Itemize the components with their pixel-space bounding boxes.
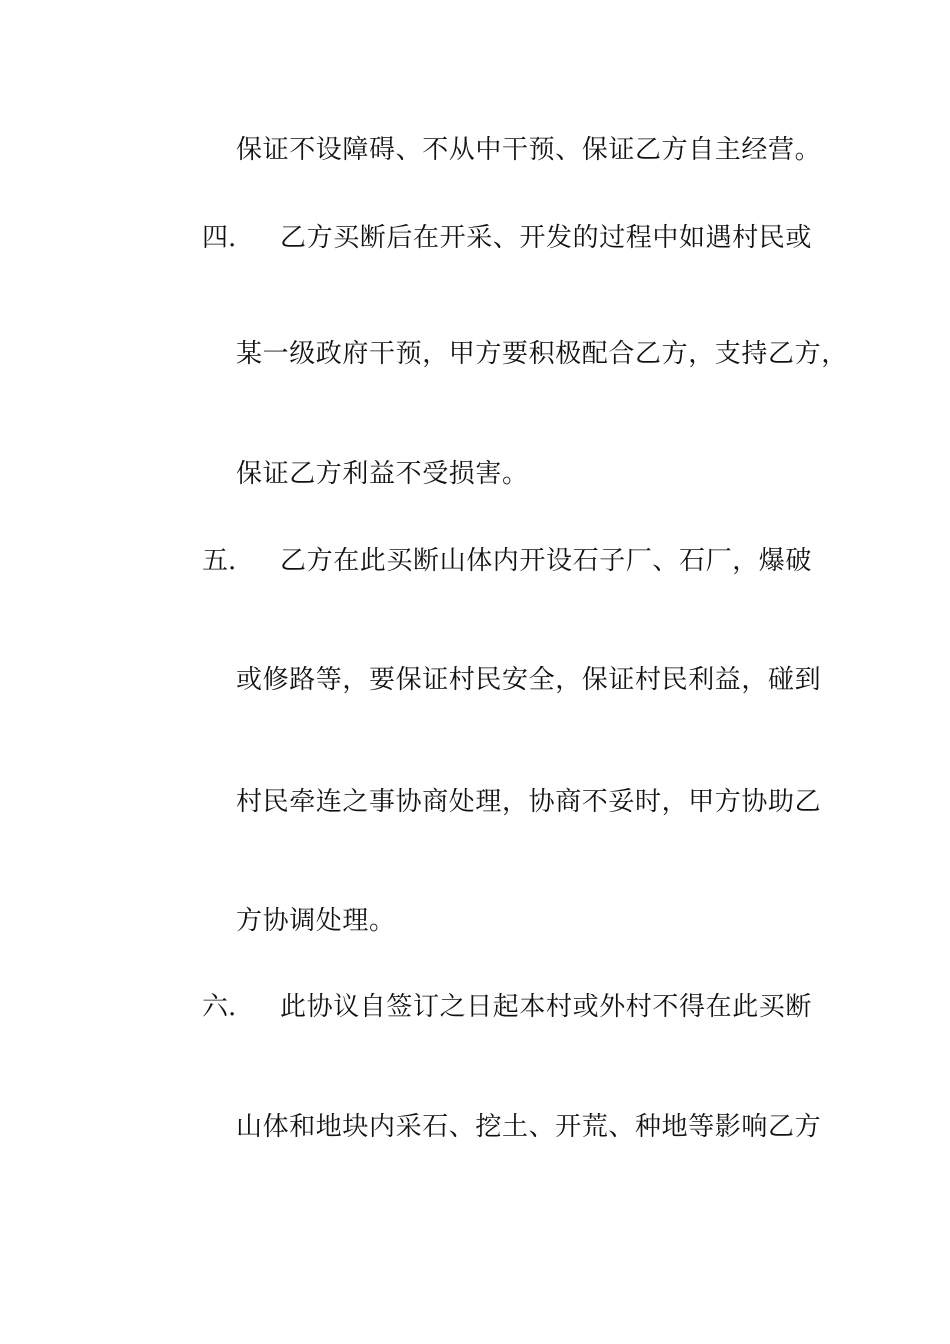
paragraph-line: 某一级政府干预，甲方要积极配合乙方，支持乙方，	[236, 339, 848, 369]
paragraph-line: 或修路等，要保证村民安全，保证村民利益，碰到	[236, 665, 822, 695]
clause-number-6: 六.	[202, 992, 237, 1022]
clause-number-4: 四.	[202, 223, 237, 253]
paragraph-line: 村民牵连之事协商处理，协商不妥时，甲方协助乙	[236, 787, 822, 817]
paragraph-line: 乙方在此买断山体内开设石子厂、石厂，爆破	[280, 546, 813, 576]
clause-number-5: 五.	[202, 546, 237, 576]
paragraph-line: 乙方买断后在开采、开发的过程中如遇村民或	[280, 223, 813, 253]
paragraph-line: 山体和地块内采石、挖土、开荒、种地等影响乙方	[236, 1112, 822, 1142]
paragraph-line: 保证乙方利益不受损害。	[236, 459, 529, 489]
paragraph-line: 此协议自签订之日起本村或外村不得在此买断	[280, 992, 813, 1022]
paragraph-line: 保证不设障碍、不从中干预、保证乙方自主经营。	[236, 135, 822, 165]
paragraph-line: 方协调处理。	[236, 906, 396, 936]
